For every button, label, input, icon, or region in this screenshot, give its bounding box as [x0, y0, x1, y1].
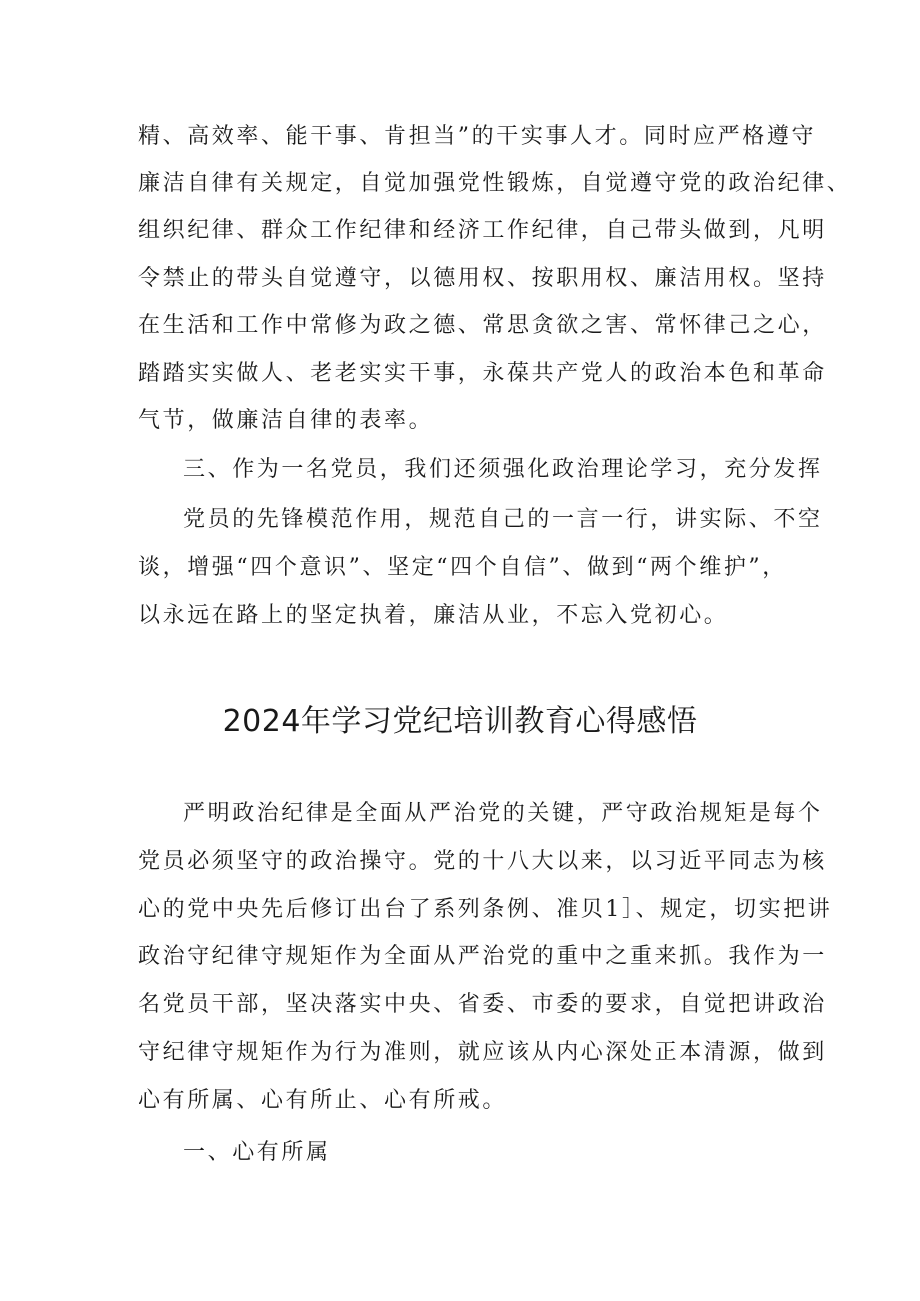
- paragraph-line: 政治守纪律守规矩作为全面从严治党的重中之重来抓。我作为一: [138, 944, 827, 969]
- paragraph-line: 心有所属、心有所止、心有所戒。: [138, 1088, 508, 1113]
- paragraph-line: 组织纪律、群众工作纪律和经济工作纪律，自己带头做到，凡明: [138, 218, 827, 243]
- paragraph-line: 严明政治纪律是全面从严治党的关键，严守政治规矩是每个: [183, 801, 823, 826]
- paragraph-line: 踏踏实实做人、老老实实干事，永葆共产党人的政治本色和革命: [138, 361, 827, 386]
- paragraph-line: 以永远在路上的坚定执着，廉洁从业，不忘入党初心。: [138, 603, 729, 628]
- paragraph-line: 三、作为一名党员，我们还须强化政治理论学习，充分发挥: [183, 457, 823, 482]
- paragraph-line: 心的党中央先后修订出台了系列条例、准贝1］、规定，切实把讲: [138, 897, 833, 922]
- paragraph-line: 令禁止的带头自觉遵守，以德用权、按职用权、廉洁用权。坚持: [138, 266, 827, 291]
- paragraph-line: 名党员干部，坚决落实中央、省委、市委的要求，自觉把讲政治: [138, 992, 827, 1017]
- paragraph-line: 廉洁自律有关规定，自觉加强党性锻炼，自觉遵守党的政治纪律、: [138, 171, 852, 196]
- paragraph-line: 在生活和工作中常修为政之德、常思贪欲之害、常怀律己之心，: [138, 313, 827, 338]
- paragraph-line: 党员的先锋模范作用，规范自己的一言一行，讲实际、不空: [183, 507, 823, 532]
- paragraph-line: 精、高效率、能干事、肯担当”的干实事人才。同时应严格遵守: [138, 124, 817, 149]
- paragraph-line: 党员必须坚守的政治操守。党的十八大以来，以习近平同志为核: [138, 849, 827, 874]
- paragraph-line: 守纪律守规矩作为行为准则，就应该从内心深处正本清源，做到: [138, 1040, 827, 1065]
- page-title: 2024年学习党纪培训教育心得感悟: [222, 704, 698, 739]
- section-heading: 一、心有所属: [183, 1140, 331, 1165]
- paragraph-line: 气节，做廉洁自律的表率。: [138, 408, 434, 433]
- paragraph-line: 谈，增强“四个意识”、坚定“四个自信”、做到“两个维护”，: [138, 555, 787, 580]
